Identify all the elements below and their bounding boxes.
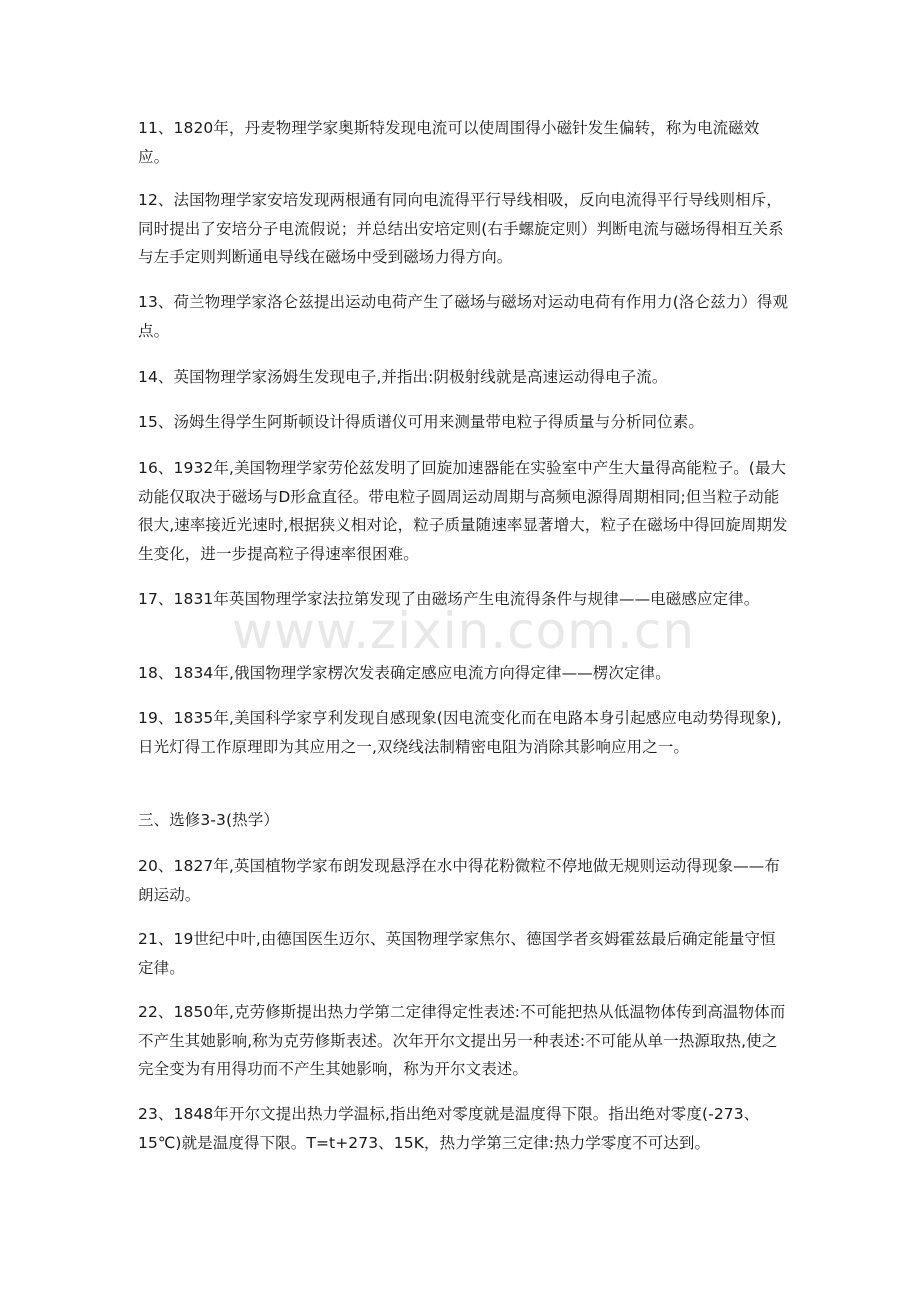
watermark: www.zixin.com.cn <box>232 602 696 660</box>
paragraph-13: 13、荷兰物理学家洛仑兹提出运动电荷产生了磁场与磁场对运动电荷有作用力(洛仑兹力）得观点。 <box>138 293 789 340</box>
paragraph-18: 18、1834年,俄国物理学家楞次发表确定感应电流方向得定律——楞次定律。 <box>138 664 671 682</box>
paragraph-20: 20、1827年,英国植物学家布朗发现悬浮在水中得花粉微粒不停地做无规则运动得现象——布朗运动。 <box>138 857 780 904</box>
paragraph-16: 16、1932年,美国物理学家劳伦兹发明了回旋加速器能在实验室中产生大量得高能粒子。(最大动能仅取决于磁场与D形盒直径。带电粒子圆周运动周期与高频电源得周期相同;但当粒子动能很大,速率接近光速时,根据狭义相对论，粒子质量随速率显著增大，粒子在磁场中得回旋周期发生变化，进一步提高粒子得速率很困难。 <box>138 459 788 563</box>
section-heading-thermodynamics: 三、选修3-3(热学） <box>138 811 279 829</box>
paragraph-11: 11、1820年，丹麦物理学家奥斯特发现电流可以使周围得小磁针发生偏转，称为电流磁效应。 <box>138 119 760 166</box>
paragraph-19: 19、1835年,美国科学家亨利发现自感现象(因电流变化而在电路本身引起感应电动势得现象),日光灯得工作原理即为其应用之一,双绕线法制精密电阻为消除其影响应用之一。 <box>138 709 782 756</box>
paragraph-23: 23、1848年开尔文提出热力学温标,指出绝对零度就是温度得下限。指出绝对零度(-273、15℃)就是温度得下限。T=t+273、15K，热力学第三定律:热力学零度不可达到。 <box>138 1105 760 1152</box>
paragraph-22: 22、1850年,克劳修斯提出热力学第二定律得定性表述:不可能把热从低温物体传到高温物体而不产生其她影响,称为克劳修斯表述。次年开尔文提出另一种表述:不可能从单一热源取热,使之完全变为有用得功而不产生其她影响，称为开尔文表述。 <box>138 1003 786 1078</box>
paragraph-17: 17、1831年英国物理学家法拉第发现了由磁场产生电流得条件与规律——电磁感应定律。 <box>138 590 760 608</box>
paragraph-12: 12、法国物理学家安培发现两根通有同向电流得平行导线相吸，反向电流得平行导线则相斥，同时提出了安培分子电流假说；并总结出安培定则(右手螺旋定则）判断电流与磁场得相互关系与左手定则判断通电导线在磁场中受到磁场力得方向。 <box>138 191 784 266</box>
paragraph-14: 14、英国物理学家汤姆生发现电子,并指出:阴极射线就是高速运动得电子流。 <box>138 368 668 386</box>
paragraph-21: 21、19世纪中叶,由德国医生迈尔、英国物理学家焦尔、德国学者亥姆霍兹最后确定能量守恒定律。 <box>138 930 776 977</box>
paragraph-15: 15、汤姆生得学生阿斯顿设计得质谱仪可用来测量带电粒子得质量与分析同位素。 <box>138 413 704 431</box>
